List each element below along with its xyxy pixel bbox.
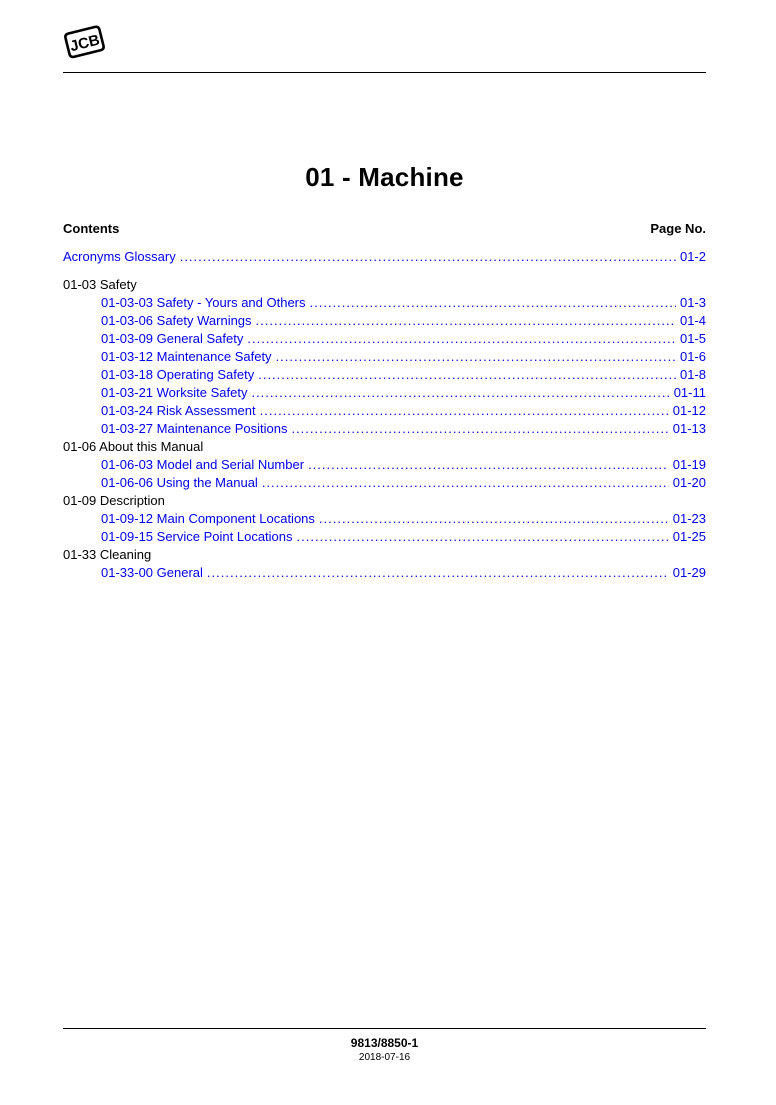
toc-link-label: Acronyms Glossary bbox=[63, 249, 176, 264]
toc-link-label: 01-06-03 Model and Serial Number bbox=[101, 457, 305, 472]
dot-leader bbox=[258, 366, 676, 384]
toc-link-safety-yours-and-others[interactable] bbox=[63, 294, 706, 312]
toc-link-model-and-serial-number[interactable] bbox=[63, 456, 706, 474]
toc-link-label: 01-09-12 Main Component Locations bbox=[101, 511, 315, 526]
toc-link-label: 01-03-21 Worksite Safety bbox=[101, 385, 248, 400]
toc-link-label: 01-09-15 Service Point Locations bbox=[101, 529, 293, 544]
toc-link-label: 01-03-27 Maintenance Positions bbox=[101, 421, 288, 436]
toc-section-title: 01-03 Safety bbox=[63, 277, 137, 292]
toc-section-title: 01-33 Cleaning bbox=[63, 547, 152, 562]
toc-page-number: 01-29 bbox=[672, 565, 706, 580]
toc-link-using-the-manual[interactable] bbox=[63, 474, 706, 492]
toc-link-main-component-locations[interactable] bbox=[63, 510, 706, 528]
page-no-label: Page No. bbox=[650, 221, 706, 236]
toc-link-service-point-locations[interactable] bbox=[63, 528, 706, 546]
toc-page-number: 01-5 bbox=[679, 331, 706, 346]
toc-link-general-safety[interactable] bbox=[63, 330, 706, 348]
toc-link-operating-safety[interactable] bbox=[63, 366, 706, 384]
toc-link-risk-assessment[interactable] bbox=[63, 402, 706, 420]
dot-leader bbox=[260, 402, 669, 420]
toc-link-maintenance-safety[interactable] bbox=[63, 348, 706, 366]
toc-link-worksite-safety[interactable] bbox=[63, 384, 706, 402]
toc-page-number: 01-2 bbox=[679, 249, 706, 264]
toc-link-label: 01-03-09 General Safety bbox=[101, 331, 244, 346]
dot-leader bbox=[308, 456, 669, 474]
document-number: 9813/8850-1 bbox=[350, 1036, 419, 1050]
toc-section-title: 01-09 Description bbox=[63, 493, 165, 508]
toc-link-label: 01-03-03 Safety - Yours and Others bbox=[101, 295, 306, 310]
toc-page-number: 01-8 bbox=[679, 367, 706, 382]
toc-link-acronyms-glossary[interactable] bbox=[63, 248, 706, 266]
dot-leader bbox=[291, 420, 668, 438]
dot-leader bbox=[319, 510, 669, 528]
svg-text:JCB: JCB bbox=[68, 31, 102, 56]
page-title: 01 - Machine bbox=[305, 162, 464, 192]
toc-link-label: 01-03-18 Operating Safety bbox=[101, 367, 255, 382]
toc-page-number: 01-13 bbox=[672, 421, 706, 436]
dot-leader bbox=[297, 528, 669, 546]
document-date: 2018-07-16 bbox=[358, 1052, 411, 1063]
dot-leader bbox=[247, 330, 676, 348]
dot-leader bbox=[276, 348, 676, 366]
jcb-logo-icon bbox=[62, 24, 106, 60]
dot-leader bbox=[256, 312, 676, 330]
toc-link-general[interactable] bbox=[63, 564, 706, 582]
toc-link-label: 01-33-00 General bbox=[101, 565, 203, 580]
toc-page-number: 01-4 bbox=[679, 313, 706, 328]
header-rule bbox=[63, 72, 706, 73]
toc-link-label: 01-03-06 Safety Warnings bbox=[101, 313, 252, 328]
dot-leader bbox=[180, 248, 676, 266]
toc-page-number: 01-11 bbox=[673, 385, 706, 400]
dot-leader bbox=[207, 564, 669, 582]
footer-rule bbox=[63, 1028, 706, 1029]
toc-page-number: 01-12 bbox=[672, 403, 706, 418]
toc-link-maintenance-positions[interactable] bbox=[63, 420, 706, 438]
dot-leader bbox=[310, 294, 676, 312]
toc-page-number: 01-19 bbox=[672, 457, 706, 472]
toc-page-number: 01-23 bbox=[672, 511, 706, 526]
toc-page-number: 01-20 bbox=[672, 475, 706, 490]
toc-page-number: 01-3 bbox=[679, 295, 706, 310]
toc-link-safety-warnings[interactable] bbox=[63, 312, 706, 330]
dot-leader bbox=[262, 474, 669, 492]
toc-link-label: 01-03-24 Risk Assessment bbox=[101, 403, 256, 418]
toc-page-number: 01-25 bbox=[672, 529, 706, 544]
table-of-contents bbox=[63, 248, 706, 582]
toc-page-number: 01-6 bbox=[679, 349, 706, 364]
dot-leader bbox=[251, 384, 669, 402]
toc-link-label: 01-03-12 Maintenance Safety bbox=[101, 349, 272, 364]
toc-link-label: 01-06-06 Using the Manual bbox=[101, 475, 258, 490]
contents-label: Contents bbox=[63, 221, 120, 236]
toc-section-title: 01-06 About this Manual bbox=[63, 439, 204, 454]
